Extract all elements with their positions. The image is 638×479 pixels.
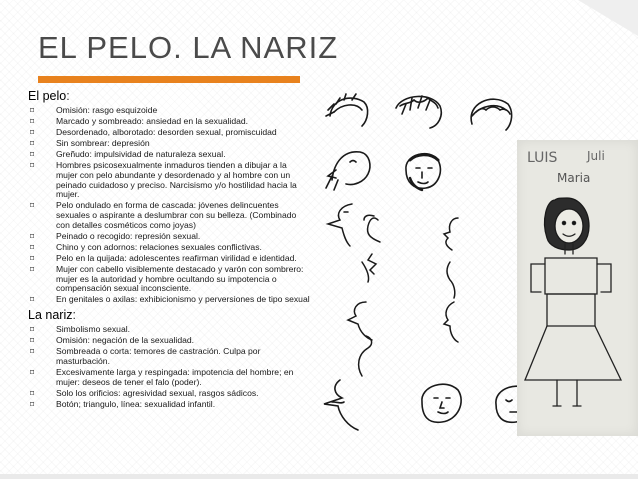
heading-colon: : (72, 308, 76, 323)
bullet-icon: ⌑ (30, 399, 35, 409)
list-item-text: Desordenado, alborotado: desorden sexual, promiscuidad (56, 126, 277, 137)
bullet-icon: ⌑ (30, 231, 35, 241)
list-item-text: Omisión: negación de la sexualidad. (56, 335, 195, 346)
list-item-text: Greñudo: impulsividad de naturaleza sexual. (56, 148, 226, 159)
bullet-icon: ⌑ (30, 388, 35, 398)
list-item (28, 254, 310, 264)
list-item-text: Solo los orificios: agresividad sexual, rasgos sádicos. (56, 387, 259, 398)
list-item-text: Omisión: rasgo esquizoide (56, 105, 158, 115)
section-heading-nariz (28, 307, 310, 323)
list-item-text: Sombreada o corta: temores de castración. Culpa por masturbación. (56, 346, 261, 366)
bullet-icon: ⌑ (30, 149, 35, 159)
list-item-text: Simbolismo sexual. (56, 324, 131, 335)
nariz-list (28, 325, 310, 409)
list-item-text: Hombres psicosexualmente inmaduros tienden a dibujar a la mujer con pelo abundante y desordenado y al hombre con un peinado cuidadoso y preciso. Narcisismo y/o hostilidad hacia la mujer. (56, 159, 297, 200)
list-item (28, 325, 310, 335)
bullet-icon: ⌑ (30, 336, 35, 346)
girl-figure-drawing (517, 140, 638, 436)
bottom-border (0, 474, 638, 479)
bullet-icon: ⌑ (30, 160, 35, 170)
photo-label-luis: LUIS (527, 150, 558, 166)
list-item (28, 139, 310, 149)
list-item (28, 347, 310, 367)
bullet-icon: ⌑ (30, 367, 35, 377)
bullet-icon: ⌑ (30, 116, 35, 126)
list-item (28, 336, 310, 346)
list-item-text: Peinado o recogido: represión sexual. (56, 230, 201, 241)
list-item-text: Sin sombrear: depresión (56, 137, 150, 148)
list-item (28, 368, 310, 388)
bullet-icon: ⌑ (30, 127, 35, 137)
list-item (28, 117, 310, 127)
list-item-text: Botón; triangulo, línea: sexualidad infantil. (56, 398, 216, 409)
bullet-icon: ⌑ (30, 325, 35, 335)
list-item (28, 161, 310, 200)
list-item (28, 128, 310, 138)
pelo-list (28, 106, 310, 305)
title-underline (38, 76, 300, 83)
photo-label-juli: Juli (587, 149, 605, 163)
bullet-icon: ⌑ (30, 138, 35, 148)
bullet-icon: ⌑ (30, 253, 35, 263)
list-item (28, 232, 310, 242)
section-heading-pelo (28, 88, 310, 104)
bullet-icon: ⌑ (30, 295, 35, 305)
list-item-text: En genitales o axilas: exhibicionismo y perversiones de tipo sexual (56, 294, 310, 305)
face-sketches-row (322, 140, 518, 198)
list-item (28, 201, 310, 230)
list-item (28, 150, 310, 160)
bullet-icon: ⌑ (30, 347, 35, 357)
photo-label-maria: Maria (557, 171, 591, 185)
heading-text: La nariz (28, 308, 73, 323)
list-item-text: Excesivamente larga y respingada: impotencia del hombre; en mujer: deseos de tener el falo (poder). (56, 366, 294, 387)
bullet-icon: ⌑ (30, 264, 35, 274)
text-column (28, 88, 310, 411)
list-item-text: Pelo en la quijada: adolescentes reafirman virilidad e identidad. (56, 252, 297, 263)
list-item (28, 243, 310, 253)
list-item-text: Chino y con adornos: relaciones sexuales conflictivas. (56, 241, 262, 252)
girl-drawing-photo (517, 140, 638, 436)
corner-decoration (568, 0, 638, 36)
list-item-text: Mujer con cabello visiblemente destacado y varón con sombrero: mujer es la autoridad y hombre ocultando su impotencia o compensación sexual inconsciente. (56, 263, 304, 294)
bullet-icon: ⌑ (30, 242, 35, 252)
heading-text: El pelo (28, 89, 67, 103)
hair-sketches-row (322, 86, 518, 138)
heading-colon: : (66, 89, 70, 103)
slide-title: EL PELO. LA NARIZ (38, 30, 339, 65)
list-item (28, 106, 310, 116)
bullet-icon: ⌑ (30, 106, 35, 115)
list-item-text: Marcado y sombreado: ansiedad en la sexualidad. (56, 115, 249, 126)
list-item (28, 265, 310, 294)
nose-sketches (322, 198, 518, 378)
list-item (28, 295, 310, 305)
list-item (28, 400, 310, 410)
list-item (28, 389, 310, 399)
bullet-icon: ⌑ (30, 201, 35, 211)
list-item-text: Pelo ondulado en forma de cascada: jóvenes delincuentes sexuales o aspirante a deslumbrar con su belleza. (Combinado con detalles cosméticos como joyas) (56, 200, 297, 230)
